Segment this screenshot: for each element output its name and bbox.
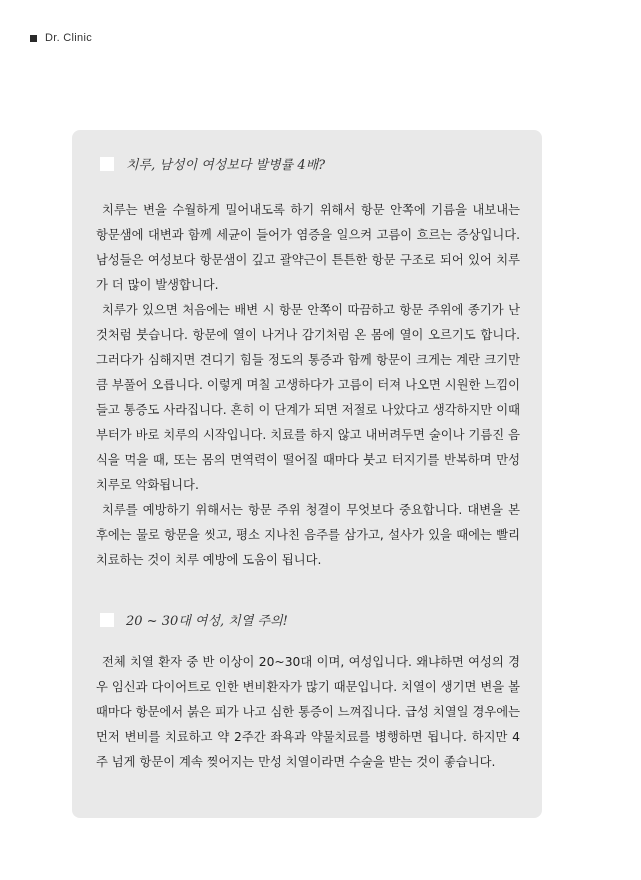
paragraph: 치루가 있으면 처음에는 배변 시 항문 안쪽이 따끔하고 항문 주위에 종기가 난 것처럼 붓습니다. 항문에 열이 나거나 감기처럼 온 몸에 열이 오르기도 합니다. 그러다가 심해지면 견디기 힘들 정도의 통증과 함께 항문이 크게는 계란 크기만큼 부풀어 오릅니다. 이렇게 며칠 고생하다가 고름이 터져 나오면 시원한 느낌이 들고 통증도 사라집니다. 흔히 이 단계가 되면 저절로 나았다고 생각하지만 이때부터가 바로 치루의 시작입니다. 치료를 하지 않고 내버려두면 술이나 기름진 음식을 먹을 때, 또는 몸의 면역력이 떨어질 때마다 붓고 터지기를 반복하며 만성 치루로 악화됩니다. (96, 303, 520, 492)
paragraph: 전체 치열 환자 중 반 이상이 20~30대 이며, 여성입니다. 왜냐하면 여성의 경우 임신과 다이어트로 인한 변비환자가 많기 때문입니다. 치열이 생기면 변을 볼 때마다 항문에서 붉은 피가 나고 심한 통증이 느껴집니다. 급성 치열일 경우에는 먼저 변비를 치료하고 약 2주간 좌욕과 약물치료를 병행하면 됩니다. 하지만 4주 넘게 항문이 계속 찢어지는 만성 치열이라면 수술을 받는 것이 좋습니다. (96, 655, 520, 769)
section-heading-fistula (100, 154, 325, 173)
section-heading-text: 치루, 남성이 여성보다 발병률 4배? (126, 158, 326, 173)
heading-checkbox-icon (100, 613, 114, 627)
heading-checkbox-icon (100, 157, 114, 171)
content-card (72, 130, 542, 818)
paragraph: 치루를 예방하기 위해서는 항문 주위 청결이 무엇보다 중요합니다. 대변을 본 후에는 물로 항문을 씻고, 평소 지나친 음주를 삼가고, 설사가 있을 때에는 빨리 치료하는 것이 치루 예방에 도움이 됩니다. (96, 503, 520, 567)
section-heading-text: 20 ~ 30대 여성, 치열 주의! (126, 614, 288, 629)
header-title: Dr. Clinic (45, 32, 93, 44)
header-bullet-icon (30, 35, 37, 42)
page-header (30, 32, 92, 44)
section-body-fissure (96, 650, 520, 775)
paragraph: 치루는 변을 수월하게 밀어내도록 하기 위해서 항문 안쪽에 기름을 내보내는 항문샘에 대변과 함께 세균이 들어가 염증을 일으켜 고름이 흐르는 증상입니다. 남성들은 여성보다 항문샘이 깊고 괄약근이 튼튼한 항문 구조로 되어 있어 치루가 더 많이 발생합니다. (96, 203, 520, 292)
section-body-fistula (96, 198, 520, 573)
section-heading-fissure (100, 610, 288, 629)
